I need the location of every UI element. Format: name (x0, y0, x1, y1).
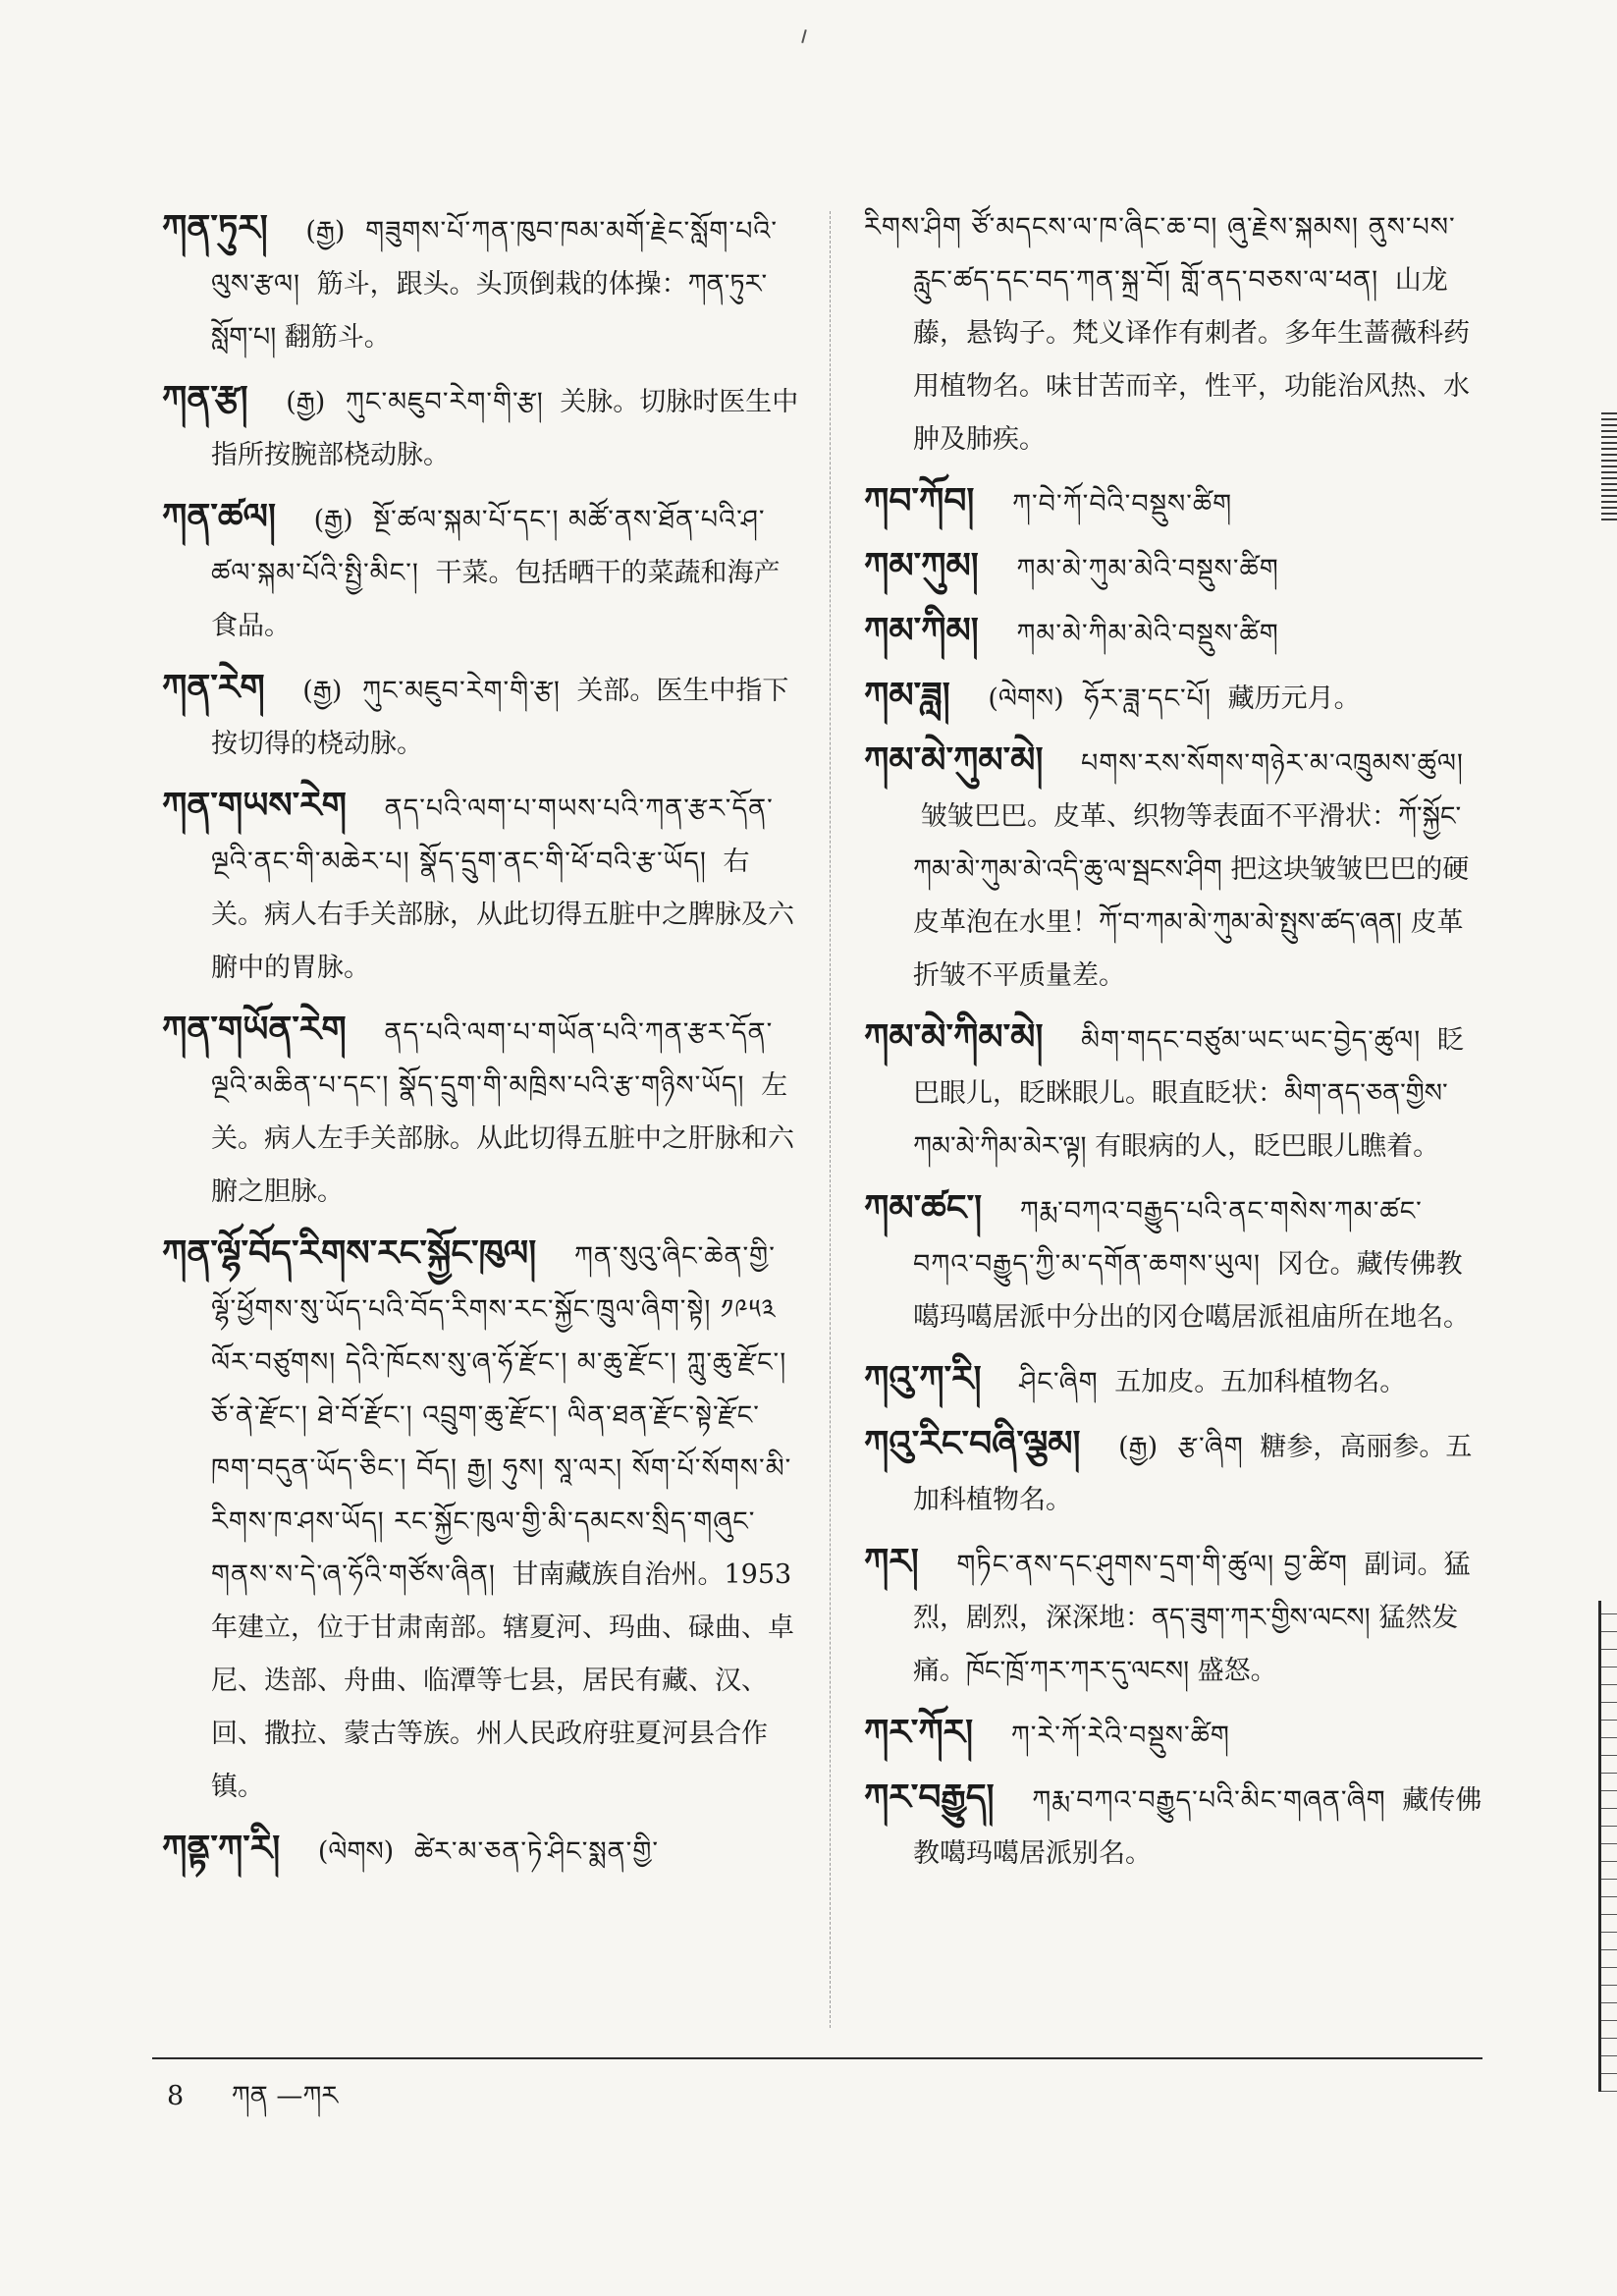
tibetan-definition: མིག་གདང་བཙུམ་ཡང་ཡང་བྱེད་ཚུལ། (1081, 1025, 1422, 1056)
tibetan-definition: ནད་པའི་ལག་པ་གཡོན་པའི་ཀན་རྩར་དོན་ལྔའི་མཆིན་པ་དང་། སྣོད་དྲུག་གི་མཁྲིས་པའི་རྩ་གཉིས་ཡོད། (211, 1017, 774, 1101)
footer-rule (152, 2057, 1482, 2059)
source-tag: (རྒྱ) (286, 387, 326, 417)
tibetan-definition: ཀ་བེ་ཀོ་བེའི་བསྡུས་ཚིག (1012, 489, 1233, 519)
tibetan-definition: ཀརྨ་བཀའ་བརྒྱུད་པའི་ནང་གསེས་ཀམ་ཚང་བཀའ་བརྒྱུད་ཀྱི་མ་དགོན་ཆགས་ཡུལ། (913, 1196, 1423, 1280)
dictionary-entry (162, 1822, 800, 1879)
headword: ཀམ་ཀིམ། (864, 610, 979, 651)
source-tag: (རྒྱ) (1118, 1432, 1159, 1462)
dictionary-entry (864, 1706, 1482, 1763)
headword: ཀམ་ཟླ། (864, 675, 950, 716)
tibetan-definition: གཏིང་ནས་དང་ཤུགས་དྲག་གི་ཚུལ། བྱ་ཚིག (956, 1550, 1348, 1580)
chinese-definition: 副词。猛烈，剧烈，深深地：ནད་ཟུག་ཀར་གྱིས་ལངས། 猛然发痛。ཁོང་ཁྲོ་ཀར་ཀར་དུ་ལངས། 盛怒。 (913, 1550, 1471, 1686)
headword: ཀནྟ་ཀ་རི། (162, 1828, 281, 1869)
chinese-definition: 藏传佛教噶玛噶居派别名。 (913, 1785, 1482, 1869)
source-tag: (རྒྱ) (313, 505, 353, 535)
dictionary-entry (864, 539, 1482, 596)
scan-tick-mark (801, 29, 807, 43)
dictionary-entry (162, 372, 800, 482)
tibetan-definition: ཤིང་ཞིག (1019, 1367, 1099, 1397)
tibetan-definition: ཀན་སུའུ་ཞིང་ཆེན་གྱི་ལྷོ་ཕྱོགས་སུ་ཡོད་པའི་བོད་རིགས་རང་སྐྱོང་ཁྲུལ་ཞིག་སྟེ། ༡༩༥༣ ལོར་བཙུགས། དེའི་ཁོངས་སུ་ཞ་ཧོ་རྫོང་། མ་ཆུ་རྫོང་། ཀླུ་ཆུ་རྫོང་། ཅོ་ནེ་རྫོང་། ཐེ་བོ་རྫོང་། འབྲུག་ཆུ་རྫོང་། ལིན་ཐན་རྫོང་སྟེ་རྫོང་ཁག་བདུན་ཡོད་ཅིང་། བོད། རྒྱ། ཧུས། སཱ་ལར། སོག་པོ་སོགས་མི་རིགས་ཁ་ཤས་ཡོད། རང་སྐྱོང་ཁུལ་གྱི་མི་དམངས་སྲིད་གཞུང་གནས་ས་དེ་ཞ་ཧོའི་གཙོས་ཞིན། (211, 1241, 792, 1590)
headword: ཀན་ཚལ། (162, 496, 276, 537)
tibetan-definition: ནད་པའི་ལག་པ་གཡས་པའི་ཀན་རྩར་དོན་ལྔའི་ནང་གི་མཆེར་པ། སྣོད་དྲུག་ནང་གི་ཕོ་བའི་རྩ་ཡོད། (211, 793, 774, 877)
chinese-definition: 筋斗，跟头。头顶倒栽的体操：ཀན་ཏུར་སློག་པ། 翻筋斗。 (211, 269, 768, 353)
dictionary-entry (864, 1417, 1482, 1527)
chinese-definition: 关脉。切脉时医生中指所按腕部桡动脉。 (211, 387, 799, 470)
left-column (162, 201, 800, 1886)
headword: ཀར་བརྒྱུད། (864, 1777, 995, 1818)
headword: ཀན་གཡོན་རེག (162, 1009, 347, 1050)
dictionary-entry (864, 1011, 1482, 1174)
tibetan-definition: ཚེར་མ་ཅན་ཏེ་ཤིང་སྨན་གྱི་ (413, 1836, 660, 1867)
page-range: ཀན —ཀར (231, 2081, 339, 2111)
tibetan-definition: སྔོ་ཚལ་སྐམ་པོ་དང་། མཚོ་ནས་ཐོན་པའི་ཤ་ཚལ་སྐམ་པོའི་སྤྱི་མིང་། (211, 505, 766, 588)
chinese-definition: 眨巴眼儿，眨眯眼儿。眼直眨状：མིག་ནད་ཅན་གྱིས་ཀམ་མེ་ཀིམ་མེར་ལྟ། 有眼病的人，眨巴眼儿瞧着。 (913, 1025, 1464, 1162)
headword: ཀར་ཀོར། (864, 1712, 974, 1753)
chinese-definition: 皱皱巴巴。皮革、织物等表面不平滑状：ཀོ་སྐྱོང་ཀམ་མེ་ཀུམ་མེ་འདི་ཆུ་ལ་སྦངས་ཤིག 把这块皱皱巴巴的硬皮革泡在水里！ཀོ་བ་ཀམ་མེ་ཀུམ་མེ་སྤུས་ཚད་ཞན། 皮革折皱不平质量差。 (913, 801, 1470, 991)
chinese-definition: 右关。病人右手关部脉，从此切得五脏中之脾脉及六腑中的胃脉。 (211, 847, 794, 983)
dictionary-entry (864, 1771, 1482, 1881)
source-tag: (ལེགས) (317, 1836, 395, 1867)
chinese-definition: 藏历元月。 (1227, 683, 1361, 714)
tibetan-definition: ཀ་རེ་ཀོ་རེའི་བསྡུས་ཚིག (1010, 1721, 1230, 1751)
chinese-definition: 糖参，高丽参。五加科植物名。 (913, 1432, 1473, 1515)
headword: ཀན་རྩ། (162, 378, 248, 419)
right-column (864, 201, 1482, 1888)
margin-scan-mark (1598, 1601, 1617, 2092)
tibetan-definition: ཧོར་ཟླ་དང་པོ། (1084, 683, 1212, 714)
headword: ཀབ་ཀོབ། (864, 480, 975, 521)
headword: ཀའུ་རིང་བཞི་ལྕམ། (864, 1423, 1081, 1464)
dictionary-entry (162, 779, 800, 995)
dictionary-entry (864, 1181, 1482, 1344)
dictionary-entry (162, 201, 800, 364)
headword: ཀན་ལྷོ་བོད་རིགས་རང་སྐྱོང་ཁུལ། (162, 1232, 537, 1274)
dictionary-entry (864, 1535, 1482, 1698)
headword: ཀན་ཏུར། (162, 207, 268, 248)
column-divider (830, 211, 832, 2028)
tibetan-definition: ཀམ་མེ་ཀུམ་མེའི་བསྡུས་ཚིག (1016, 554, 1279, 584)
dictionary-entry (864, 1352, 1482, 1409)
dictionary-entry (864, 669, 1482, 726)
page-number: 8 (167, 2081, 185, 2111)
headword: ཀམ་ཀུམ། (864, 545, 979, 586)
dictionary-entry (864, 474, 1482, 531)
dictionary-entry (162, 490, 800, 653)
tibetan-definition: རྩ་ཞིག (1177, 1432, 1244, 1462)
headword: ཀར། (864, 1541, 919, 1582)
headword: ཀམ་ཚང་། (864, 1187, 983, 1229)
tibetan-definition: ཀམ་མེ་ཀིམ་མེའི་བསྡུས་ཚིག (1016, 619, 1279, 649)
dictionary-entry (864, 734, 1482, 1003)
chinese-definition: 干菜。包括晒干的菜蔬和海产食品。 (211, 558, 781, 641)
headword: ཀན་རེག (162, 667, 265, 708)
tibetan-definition: རིགས་ཤིག ཙོ་མདངས་ལ་ཁ་ཞིང་ཆ་བ། ཞུ་རྗེས་སྐམས། ནུས་པས་རླུང་ཚད་དང་བད་ཀན་སྐྲ་བོ། གློ་ནད་བཅས་ལ་ཕན། (864, 212, 1456, 296)
headword: ཀའུ་ཀ་རི། (864, 1358, 982, 1399)
chinese-definition: 左关。病人左手关部脉。从此切得五脏中之肝脉和六腑之胆脉。 (211, 1070, 794, 1207)
tibetan-definition: གཟུགས་པོ་ཀན་ཁུབ་ཁམ་མགོ་རྗེང་སློག་པའི་ལུས་རྩལ། (211, 216, 779, 300)
dictionary-entry (162, 661, 800, 771)
dictionary-entry (864, 201, 1482, 466)
source-tag: (ལེགས) (988, 683, 1064, 714)
chinese-definition: 关部。医生中指下按切得的桡动脉。 (211, 676, 789, 759)
headword: ཀན་གཡས་རེག (162, 785, 347, 826)
dictionary-entry (162, 1003, 800, 1219)
chinese-definition: 冈仓。藏传佛教噶玛噶居派中分出的冈仓噶居派祖庙所在地名。 (913, 1249, 1470, 1333)
tibetan-definition: ཀུང་མཇུབ་རེག་གི་རྩ། (345, 387, 544, 417)
chinese-definition: 甘南藏族自治州。1953 年建立，位于甘肃南部。辖夏河、玛曲、碌曲、卓尼、迭部、舟曲、临潭等七县，居民有藏、汉、回、撒拉、蒙古等族。州人民政府驻夏河县合作镇。 (211, 1559, 794, 1802)
page-footer (167, 2077, 338, 2116)
tibetan-definition: ཀུང་མཇུབ་རེག་གི་རྩ། (361, 676, 561, 706)
chinese-definition: 山龙藤，悬钩子。梵义译作有刺者。多年生蔷薇科药用植物名。味甘苦而辛，性平，功能治风热、水肿及肺疾。 (913, 265, 1470, 455)
margin-scan-mark (1601, 412, 1617, 520)
source-tag: (རྒྱ) (305, 216, 346, 246)
dictionary-entry (864, 604, 1482, 661)
headword: ཀམ་མེ་ཀིམ་མེ། (864, 1016, 1044, 1058)
chinese-definition: 五加皮。五加科植物名。 (1114, 1367, 1407, 1397)
tibetan-definition: པགས་རས་སོགས་གཉེར་མ་འཁྲུམས་ཚུལ། (1081, 748, 1464, 779)
dictionary-entry (162, 1227, 800, 1814)
headword: ཀམ་མེ་ཀུམ་མེ། (864, 739, 1044, 781)
source-tag: (རྒྱ) (302, 676, 343, 706)
tibetan-definition: ཀརྨ་བཀའ་བརྒྱུད་པའི་མིང་གཞན་ཞིག (1032, 1785, 1386, 1816)
